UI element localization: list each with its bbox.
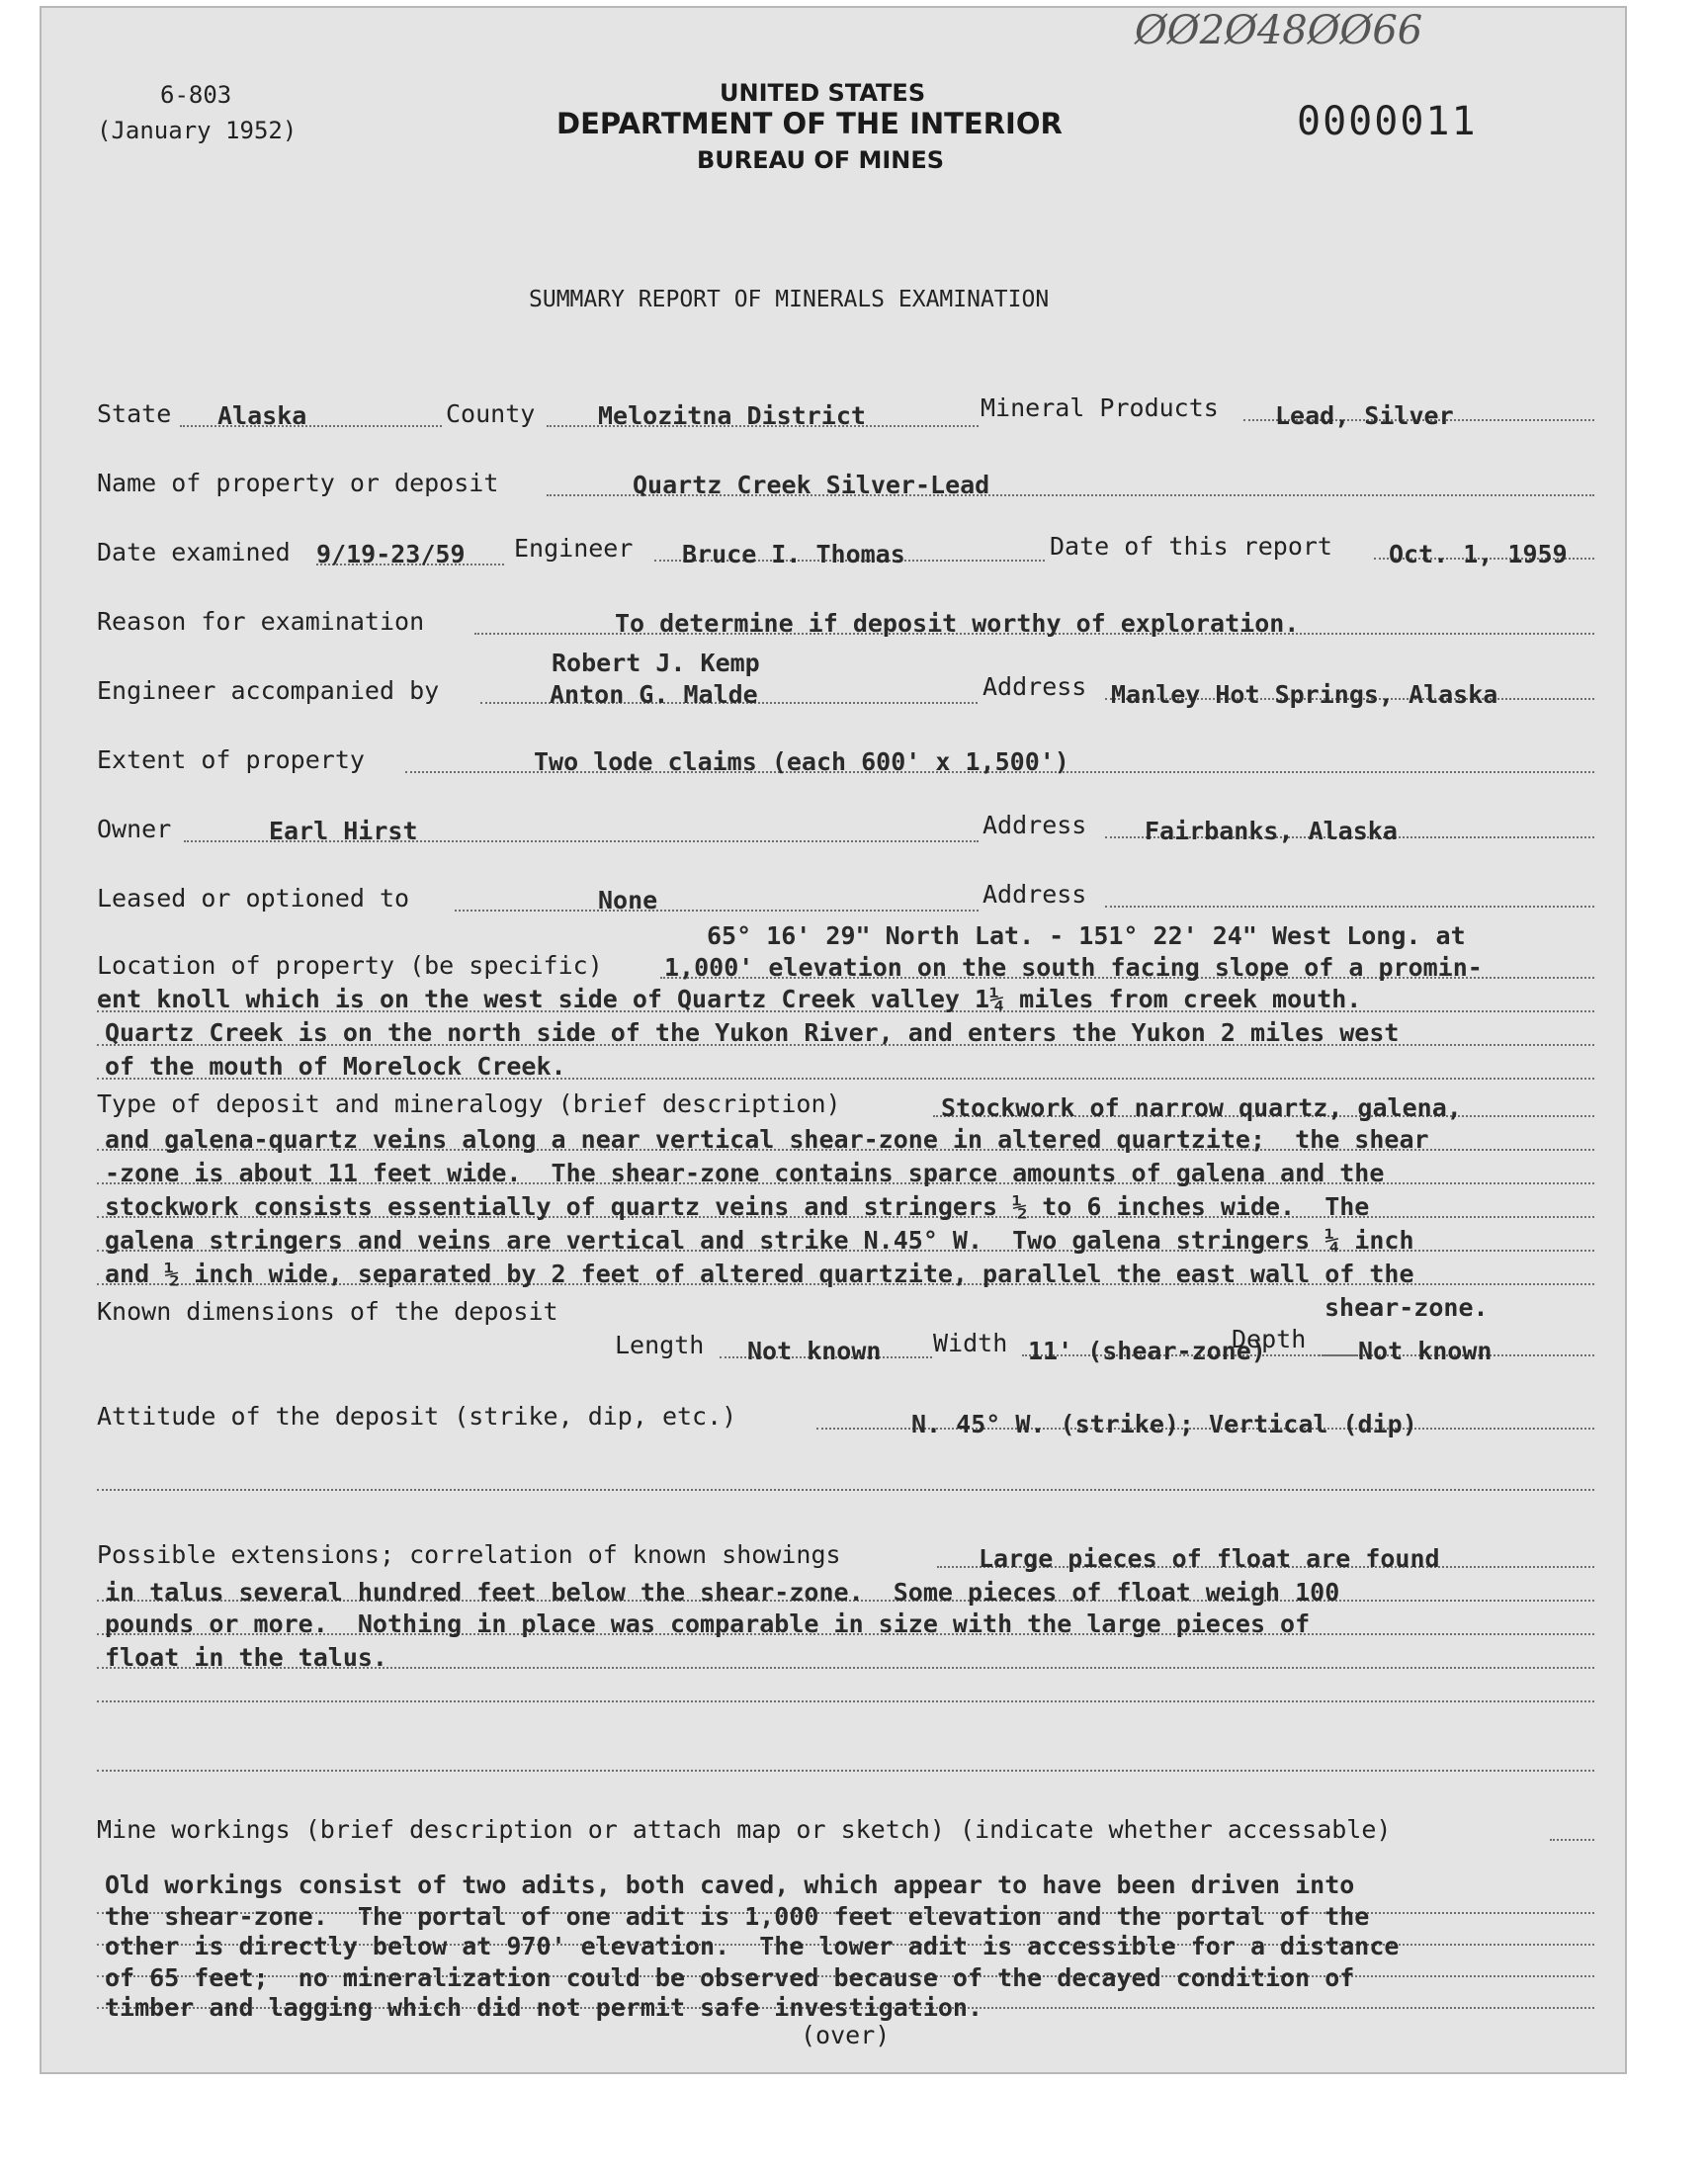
mineral-products-label: Mineral Products — [981, 393, 1219, 422]
deposit-line-5: galena stringers and veins are vertical and strike N.45° W. Two galena stringers ¼ inch — [105, 1226, 1414, 1255]
deposit-line-4: stockwork consists essentially of quartz veins and stringers ½ to 6 inches wide. The — [105, 1192, 1370, 1221]
location-line-1: 1,000' elevation on the south facing slope of a promin- — [664, 953, 1483, 982]
location-label: Location of property (be specific) — [97, 951, 603, 980]
form-number: 6-803 — [160, 81, 232, 109]
extensions-line-3: pounds or more. Nothing in place was comparable in size with the large pieces of — [105, 1610, 1311, 1638]
leased-value: None — [598, 886, 658, 914]
depth-value: Not known — [1358, 1337, 1493, 1365]
engineer-value: Bruce I. Thomas — [682, 540, 905, 568]
accompanied-address-value: Manley Hot Springs, Alaska — [1111, 680, 1498, 709]
known-dimensions-label: Known dimensions of the deposit — [97, 1297, 558, 1326]
accompanied-label: Engineer accompanied by — [97, 676, 440, 705]
deposit-type-label: Type of deposit and mineralogy (brief description) — [97, 1089, 841, 1118]
deposit-line-3: -zone is about 11 feet wide. The shear-zone contains sparce amounts of galena and the — [105, 1159, 1385, 1187]
deposit-line-2: and galena-quartz veins along a near vertical shear-zone in altered quartzite; the shear — [105, 1125, 1429, 1154]
accompanied-value-2: Anton G. Malde — [550, 680, 758, 709]
leased-address-label: Address — [982, 880, 1087, 909]
deposit-line-1: Stockwork of narrow quartz, galena, — [941, 1093, 1462, 1122]
serial-number: 0000011 — [1297, 99, 1478, 144]
footer-over: (over) — [801, 2021, 891, 2049]
reason-value: To determine if deposit worthy of exploration. — [615, 609, 1300, 638]
state-label: State — [97, 399, 172, 428]
owner-address-value: Fairbanks, Alaska — [1145, 817, 1398, 845]
width-value: 11' (shear-zone) — [1028, 1337, 1266, 1365]
extensions-line-1: Large pieces of float are found — [979, 1544, 1440, 1573]
extent-value: Two lode claims (each 600' x 1,500') — [534, 747, 1069, 776]
engineer-label: Engineer — [514, 534, 634, 563]
accompanied-value-1: Robert J. Kemp — [552, 649, 760, 677]
width-label: Width — [933, 1329, 1008, 1357]
extensions-line-2: in talus several hundred feet below the shear-zone. Some pieces of float weigh 100 — [105, 1578, 1340, 1607]
deposit-line-6: and ½ inch wide, separated by 2 feet of altered quartzite, parallel the east wall of the — [105, 1260, 1414, 1288]
mineral-products-value: Lead, Silver — [1275, 401, 1454, 430]
date-examined-value: 9/19-23/59 — [316, 540, 466, 568]
depth-label: Depth — [1232, 1325, 1307, 1353]
workings-line-1: Old workings consist of two adits, both caved, which appear to have been driven into — [105, 1870, 1355, 1899]
extensions-label: Possible extensions; correlation of known showings — [97, 1540, 841, 1569]
workings-line-3: other is directly below at 970' elevation. The lower adit is accessible for a distance — [105, 1932, 1400, 1960]
reason-label: Reason for examination — [97, 607, 425, 636]
workings-line-2: the shear-zone. The portal of one adit is 1,000 feet elevation and the portal of the — [105, 1902, 1370, 1931]
attitude-value: N. 45° W. (strike); Vertical (dip) — [911, 1410, 1417, 1438]
location-line-4: of the mouth of Morelock Creek. — [105, 1052, 566, 1081]
owner-value: Earl Hirst — [269, 817, 418, 845]
county-value: Melozitna District — [598, 401, 866, 430]
state-value: Alaska — [217, 401, 307, 430]
form-title: SUMMARY REPORT OF MINERALS EXAMINATION — [529, 287, 1050, 312]
attitude-label: Attitude of the deposit (strike, dip, etc.) — [97, 1402, 737, 1431]
agency-line-1: UNITED STATES — [720, 79, 926, 107]
owner-address-label: Address — [982, 811, 1087, 839]
leased-label: Leased or optioned to — [97, 884, 410, 913]
property-name-value: Quartz Creek Silver-Lead — [633, 471, 990, 499]
date-report-value: Oct. 1, 1959 — [1389, 540, 1568, 568]
county-label: County — [446, 399, 536, 428]
form-date: (January 1952) — [97, 117, 298, 144]
location-line-3: Quartz Creek is on the north side of the Yukon River, and enters the Yukon 2 miles west — [105, 1018, 1400, 1047]
accompanied-address-label: Address — [982, 672, 1087, 701]
extent-label: Extent of property — [97, 745, 365, 774]
length-value: Not known — [747, 1337, 882, 1365]
workings-label: Mine workings (brief description or attach map or sketch) (indicate whether accessable) — [97, 1815, 1392, 1844]
deposit-line-7: shear-zone. — [1324, 1293, 1489, 1322]
date-report-label: Date of this report — [1050, 532, 1332, 561]
location-line-2: ent knoll which is on the west side of Quartz Creek valley 1¼ miles from creek mouth. — [97, 985, 1362, 1013]
length-label: Length — [615, 1331, 705, 1359]
location-coords: 65° 16' 29" North Lat. - 151° 22' 24" West Long. at — [707, 921, 1466, 950]
agency-line-2: DEPARTMENT OF THE INTERIOR — [556, 107, 1063, 140]
workings-line-4: of 65 feet; no mineralization could be observed because of the decayed condition of — [105, 1963, 1355, 1992]
workings-line-5: timber and lagging which did not permit safe investigation. — [105, 1993, 983, 2022]
property-name-label: Name of property or deposit — [97, 469, 499, 497]
extensions-line-4: float in the talus. — [105, 1643, 387, 1672]
owner-label: Owner — [97, 815, 172, 843]
document-number-stamp: ØØ2Ø48ØØ66 — [1135, 8, 1423, 53]
date-examined-label: Date examined — [97, 538, 291, 566]
agency-line-3: BUREAU OF MINES — [697, 146, 945, 174]
